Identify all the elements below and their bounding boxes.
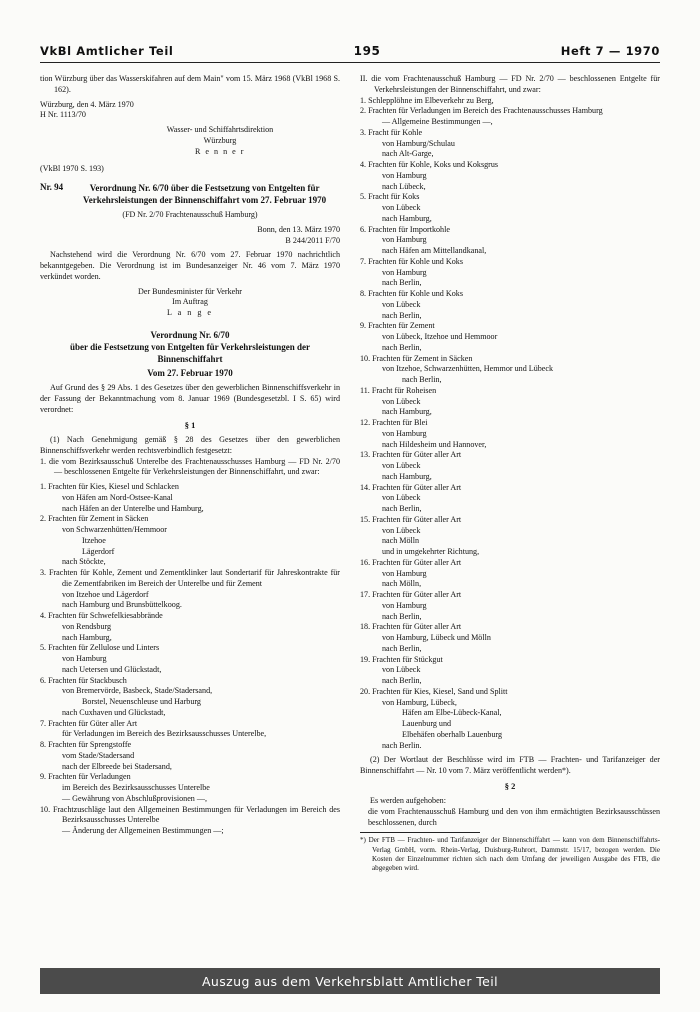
item-head: Frachten für Kies, Kiesel, Sand und Splitt	[372, 686, 508, 696]
item-line: von Hamburg	[62, 654, 107, 664]
signature-office-line1: Wasser- und Schiffahrtsdirektion	[166, 125, 274, 134]
list-item	[360, 257, 660, 268]
page-header	[40, 44, 660, 58]
item-head: Frachten für Zement in Säcken	[48, 514, 149, 524]
item-line: von Hamburg	[382, 235, 427, 245]
item-head: Frachten für Güter aller Art	[48, 718, 138, 728]
footer-text: Auszug aus dem Verkehrsblatt Amtlicher Teil	[201, 973, 499, 989]
item-line: nach Hamburg und Brunsbüttelkoog.	[62, 600, 182, 610]
list-item	[360, 354, 660, 365]
item-line: Häfen am Elbe-Lübeck-Kanal,	[402, 708, 502, 718]
reg-title-line2: über die Festsetzung von Entgelten für Verkehrsleistungen der Binnenschiffahrt	[70, 342, 310, 365]
item-line: von Lübeck	[382, 525, 421, 535]
item-number: 6.	[360, 224, 367, 234]
list-item	[360, 128, 660, 139]
item-head: Frachten für Verladungen	[48, 772, 131, 782]
item-line: von Häfen am Nord-Ostsee-Kanal	[62, 492, 173, 502]
vkbl-reference: (VkBl 1970 S. 193)	[40, 164, 104, 174]
list-item	[40, 676, 340, 687]
item-number: 18.	[360, 622, 371, 632]
list-item	[40, 514, 340, 525]
item-number: 1.	[360, 95, 367, 105]
list-item	[40, 611, 340, 622]
item-head: Frachten für Güter aller Art	[372, 450, 462, 460]
by-order-name: L a n g e	[166, 308, 214, 318]
item-line: von Lübeck	[382, 493, 421, 503]
item-number: 10.	[40, 804, 51, 814]
list-item	[40, 772, 340, 783]
list-item	[360, 160, 660, 171]
reg-title-line1: Verordnung Nr. 6/70	[150, 329, 230, 340]
left-file-number: H Nr. 1113/70	[40, 110, 86, 120]
item-head: Frachten für Schwefelkiesabbrände	[48, 611, 163, 621]
item-line: für Verladungen im Bereich des Bezirksausschusses Unterelbe,	[62, 729, 267, 739]
item-line: von Hamburg, Lübeck,	[382, 697, 457, 707]
item-number: 13.	[360, 450, 371, 460]
item-line: von Lübeck	[382, 396, 421, 406]
item-line: nach Berlin,	[382, 643, 422, 653]
list-item	[360, 225, 660, 236]
item-line: nach Hildesheim und Hannover,	[382, 439, 487, 449]
list-item	[360, 590, 660, 601]
item-head: Frachten für Verladungen im Bereich des Frachtenausschusses Hamburg	[368, 106, 603, 116]
list-item	[40, 805, 340, 827]
item-line: von Hamburg	[382, 428, 427, 438]
item-line: und in umgekehrter Richtung,	[382, 547, 480, 556]
list-item	[360, 321, 660, 332]
item-line: nach Lübeck,	[382, 181, 426, 191]
item-number: 7.	[360, 256, 367, 266]
item-head: Frachtzuschläge laut den Allgemeinen Bestimmungen für Verladungen im Bereich des Bezirksausschusses Unterelbe	[52, 804, 340, 825]
issue-place-date: Bonn, den 13. März 1970	[257, 224, 340, 234]
item-line: nach Stöckte,	[62, 557, 106, 567]
minister-line: Der Bundesminister für Verkehr	[138, 286, 242, 296]
regulation-subtitle: (FD Nr. 2/70 Frachtenausschuß Hamburg)	[122, 210, 258, 220]
list-item	[360, 450, 660, 461]
regulation-number: Nr. 94	[40, 182, 64, 192]
item-head: Frachten für Kohle und Koks	[368, 289, 463, 298]
item-line: von Hamburg/Schulau	[382, 138, 455, 148]
item-number: 11.	[360, 385, 370, 395]
item-number: 17.	[360, 590, 371, 599]
item-line: nach Berlin,	[382, 342, 422, 352]
left-place-date: Würzburg, den 4. März 1970	[40, 99, 134, 109]
item-number: 15.	[360, 514, 371, 524]
footnote-text: *) Der FTB — Frachten- und Tarifanzeiger der Binnenschiffahrt — kann von dem Binnenschiffahrts-Verlag GmbH, vorm. Rhein-Verlag, Duisburg-Ruhrort, Dammstr. 15/17, bezogen werden. Die Kosten der Einzelnummer richten sich nach dem Umfang der jeweiligen Ausgabe des FTB, die abgegeben wird.	[360, 836, 660, 872]
paragraph-1-1-intro: 1. die vom Bezirksausschuß Unterelbe des Frachtenausschusses Hamburg — FD Nr. 2/70 — beschlossenen Entgelte für Verkehrsleistungen der Binnenschiffahrt, und zwar:	[40, 456, 340, 477]
item-number: 2.	[360, 106, 367, 116]
item-head: Frachten für Stückgut	[372, 654, 443, 664]
list-item	[360, 106, 660, 117]
item-head: Frachten für Güter aller Art	[372, 557, 462, 567]
item-line: nach Uetersen und Glückstadt,	[62, 664, 162, 674]
list-item	[360, 192, 660, 203]
item-number: 16.	[360, 557, 371, 567]
item-head: Fracht für Kohle	[368, 127, 423, 137]
item-number: 14.	[360, 482, 371, 492]
left-top-paragraph: tion Würzburg über das Wasserskifahren auf dem Main" vom 15. März 1968 (VkBl 1968 S. 162).	[40, 74, 340, 94]
item-head: Frachten für Güter aller Art	[372, 622, 462, 632]
list-item	[40, 740, 340, 751]
item-number: 2.	[40, 514, 47, 524]
list-item	[360, 655, 660, 666]
item-head: Frachten für Zement in Säcken	[372, 353, 473, 363]
item-number: 3.	[360, 127, 367, 137]
list-item	[40, 719, 340, 730]
item-head: Frachten für Sprengstoffe	[48, 740, 132, 750]
issue-reference: B 244/2011 F/70	[285, 235, 340, 245]
item-line: von Bremervörde, Basbeck, Stade/Stadersand,	[62, 686, 213, 696]
list-item	[360, 515, 660, 526]
item-line: nach Mölln	[382, 536, 420, 546]
list-item	[360, 558, 660, 569]
item-number: 9.	[360, 321, 367, 331]
item-head: Schlepplöhne im Elbeverkehr zu Berg,	[368, 95, 494, 105]
item-line: von Lübeck	[382, 203, 421, 212]
item-number: 5.	[40, 643, 47, 653]
item-head: Frachten für Güter aller Art	[372, 482, 462, 492]
list-item	[360, 289, 660, 300]
item-line: nach Hamburg,	[382, 471, 432, 481]
paragraph-2-body: die vom Frachtenausschuß Hamburg und den von ihm ermächtigten Bezirksausschüssen beschlossenen, durch	[368, 806, 660, 827]
item-head: Frachten für Güter aller Art	[372, 590, 462, 599]
item-line: von Itzehoe, Schwarzenhütten, Hemmor und Lübeck	[382, 364, 554, 374]
item-line: von Hamburg	[382, 267, 427, 277]
two-column-body	[40, 74, 660, 934]
item-line: von Hamburg	[382, 170, 427, 180]
item-head: Frachten für Kohle, Zement und Zementklinker laut Sondertarif für Jahreskontrakte für die Zementfabriken im Bereich der Unterelbe und für Zement	[48, 568, 341, 588]
right-item-list	[360, 96, 660, 752]
list-item	[40, 643, 340, 654]
page-number: 195	[353, 44, 381, 58]
item-number: 3.	[40, 568, 47, 578]
item-line: Lägerdorf	[82, 546, 115, 556]
item-line: von Hamburg	[382, 568, 427, 578]
item-number: 6.	[40, 675, 47, 685]
item-head: Frachten für Kohle, Koks und Koksgrus	[368, 160, 499, 169]
item-head: Frachten für Stackbusch	[48, 675, 127, 685]
item-line: Itzehoe	[82, 535, 106, 545]
item-line: Borstel, Neuenschleuse und Harburg	[82, 697, 201, 707]
item-number: 8.	[40, 740, 47, 750]
item-head: Frachten für Importkohle	[368, 224, 450, 234]
item-line: — Änderung der Allgemeinen Bestimmungen —;	[62, 826, 224, 836]
item-line: von Rendsburg	[62, 621, 112, 631]
left-column	[40, 74, 340, 934]
item-line: von Itzehoe und Lägerdorf	[62, 589, 149, 599]
item-line: nach Berlin,	[382, 676, 422, 685]
item-number: 12.	[360, 418, 371, 427]
item-head: Frachten für Güter aller Art	[372, 514, 462, 524]
list-item	[360, 418, 660, 429]
regulation-heading	[40, 182, 340, 206]
list-item	[40, 482, 340, 493]
item-number: 7.	[40, 718, 47, 728]
item-line: nach Berlin,	[382, 310, 422, 320]
list-item	[360, 483, 660, 494]
item-number: 5.	[360, 192, 367, 202]
item-line: nach Häfen am Mittellandkanal,	[382, 246, 487, 255]
item-line: nach Hamburg,	[382, 213, 432, 223]
item-line: nach Berlin.	[382, 740, 422, 750]
item-line: von Hamburg, Lübeck und Mölln	[382, 633, 491, 642]
paragraph-2-text: Es werden aufgehoben:	[370, 796, 446, 806]
item-number: 10.	[360, 353, 371, 363]
list-item	[360, 687, 660, 698]
header-divider	[40, 62, 660, 63]
item-line: nach der Elbreede bei Stadersand,	[62, 761, 172, 771]
footnote-divider	[360, 832, 480, 833]
header-issue: Heft 7 — 1970	[560, 44, 660, 58]
item-line: nach Hamburg,	[382, 407, 432, 417]
item-line: von Schwarzenhütten/Hemmoor	[62, 525, 167, 535]
item-head: Fracht für Roheisen	[371, 385, 437, 395]
right-column	[360, 74, 660, 934]
left-item-list	[40, 482, 340, 837]
item-line: — Gewährung von Abschlußprovisionen —,	[62, 793, 207, 803]
paragraph-2-sign: § 2	[504, 780, 516, 791]
list-item	[40, 568, 340, 590]
item-head: Frachten für Blei	[372, 418, 428, 427]
item-line: — Allgemeine Bestimmungen —,	[382, 117, 493, 126]
legal-basis: Auf Grund des § 29 Abs. 1 des Gesetzes über den gewerblichen Binnenschiffsverkehr in der Fassung der Bekanntmachung vom 8. Januar 1969 (Bundesgesetzbl. I S. 65) wird verordnet:	[40, 383, 340, 414]
item-line: von Lübeck	[382, 665, 421, 675]
item-line: nach Berlin,	[382, 504, 422, 513]
regulation-formal-title	[40, 329, 340, 380]
item-number: 9.	[40, 772, 47, 782]
paragraph-1-1: (1) Nach Genehmigung gemäß § 28 des Gesetzes über den gewerblichen Binnenschiffsverkehr werden rechtsverbindlich festgesetzt:	[40, 435, 340, 455]
item-line: Elbehäfen oberhalb Lauenburg	[402, 729, 503, 739]
item-head: Frachten für Zement	[368, 321, 435, 331]
item-line: nach Mölln,	[382, 579, 422, 589]
regulation-title: Verordnung Nr. 6/70 über die Festsetzung von Entgelten für Verkehrsleistungen der Binnenschiffahrt vom 27. Februar 1970	[83, 183, 327, 206]
item-number: 8.	[360, 289, 367, 298]
item-line: nach Berlin,	[382, 611, 422, 621]
signature-name: R e n n e r	[195, 146, 245, 156]
item-line: nach Berlin,	[402, 375, 442, 384]
by-order-line: Im Auftrag	[172, 297, 208, 307]
reg-title-line3: Vom 27. Februar 1970	[147, 368, 233, 379]
item-line: nach Häfen an der Unterelbe und Hamburg,	[62, 503, 204, 513]
item-line: nach Alt-Garge,	[382, 149, 434, 159]
item-line: von Lübeck	[382, 299, 421, 309]
item-line: von Lübeck, Itzehoe und Hemmoor	[382, 332, 498, 341]
item-number: 19.	[360, 654, 371, 664]
item-number: 20.	[360, 686, 371, 696]
item-head: Frachten für Zellulose und Linters	[48, 643, 160, 653]
item-head: Frachten für Kohle und Koks	[368, 256, 463, 266]
page-footer-banner	[40, 968, 660, 994]
intro-paragraph: Nachstehend wird die Verordnung Nr. 6/70 vom 27. Februar 1970 nachrichtlich bekanntgegeben. Die Verordnung ist im Bundesanzeiger Nr. 46 vom 7. März 1970 verkündet worden.	[40, 250, 340, 281]
item-line: Lauenburg und	[402, 719, 452, 728]
item-line: nach Cuxhaven und Glückstadt,	[62, 707, 166, 717]
paragraph-1-sign: § 1	[184, 419, 196, 430]
signature-office-line2: Würzburg	[203, 135, 237, 145]
item-line: nach Berlin,	[382, 278, 422, 288]
item-number: 4.	[40, 611, 47, 621]
item-line: von Hamburg	[382, 600, 427, 610]
item-head: Frachten für Kies, Kiesel und Schlacken	[48, 482, 179, 492]
item-head: Fracht für Koks	[368, 192, 420, 202]
paragraph-1-2: (2) Der Wortlaut der Beschlüsse wird im FTB — Frachten- und Tarifanzeiger der Binnenschiffahrt — Nr. 10 vom 7. März veröffentlicht werden*).	[360, 755, 660, 775]
item-line: von Lübeck	[382, 461, 421, 470]
header-left-title: VkBl Amtlicher Teil	[40, 44, 174, 58]
item-number: 1.	[40, 482, 47, 492]
list-item	[360, 96, 660, 107]
item-line: im Bereich des Bezirksausschusses Unterelbe	[62, 783, 210, 793]
section-2-intro: II. die vom Frachtenausschuß Hamburg — FD Nr. 2/70 — beschlossenen Entgelte für Verkehrsleistungen der Binnenschiffahrt, und zwar:	[360, 74, 660, 94]
item-line: vom Stade/Stadersand	[62, 750, 135, 760]
item-number: 4.	[360, 160, 367, 169]
item-line: nach Hamburg,	[62, 632, 112, 642]
list-item	[360, 622, 660, 633]
list-item	[360, 386, 660, 397]
